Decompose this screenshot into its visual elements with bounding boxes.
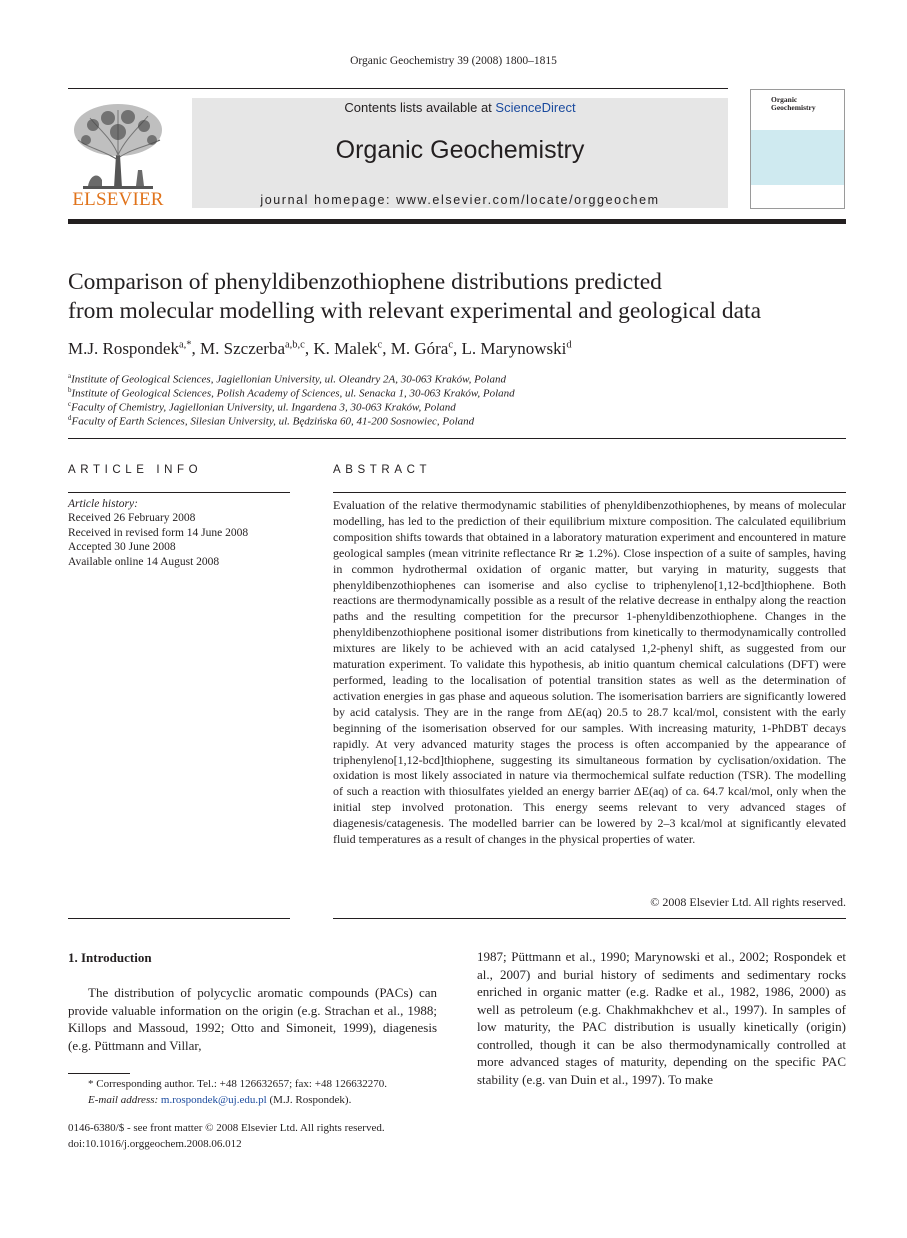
abstract-text: Evaluation of the relative thermodynamic stabilities of phenyldibenzothiophenes, by means of molecular modelling, has led to the prediction of their equilibrium mixture composition. The calculated equilibrium composition shifts towards that obtained in a laboratory maturation experiment and encountered in mature geological samples (mean vitrinite reflectance Rr ≳ 1.2%). Close inspection of a suite of samples, having in common hydrothermal oxidation of organic matter, but varying in maturity, suggests that phenyldibenzothiophenes can isomerise and also cyclise to triphenyleno[1,12-bcd]thiophene. Both reactions are thermodynamically possible as a result of the relative decrease in enthalpy along the reaction paths and the resulting competition for the precursor 1-phenyldibenzothiophene. Changes in the phenyldibenzothiophene positional isomer distributions from kinetically to thermodynamically controlled mixtures are likely to be achieved with an acid catalysed 1,2-phenyl shift, as suggested from our maturation experiment. To validate this hypothesis, ab initio quantum chemical calculations (DFT) were performed, leading to the localisation of potential transition states as well as the determination of activation energies in gas phase and aqueous solution. The isomerisation barriers are significantly lowered by acid catalysis. They are in the range from ΔE(aq) 20.5 to 28.7 kcal/mol, consistent with the early beginning of the isomerisation observed for our samples. With increasing maturity, 1-PhDBT decays rapidly. At very advanced maturity stages the process is often accompanied by the appearance of triphenyleno[1,12-bcd]thiophene, suggesting its simultaneous formation by cyclisation/oxidation. The oxidation is most likely associated in nature via thermochemical sulfate reduction (TSR). The modelling of such a reaction with thiosulfates yielded an energy barrier ΔE(aq) of ca. 64.7 kcal/mol, only when the initial step involved protonation. This energy seems relevant to very advanced stages of diagenesis/catagenesis. The modelled barrier can be lowered by 2–3 kcal/mol at significantly elevated fluid temperatures as a result of changes in the physical properties of water.	[333, 498, 846, 847]
contents-line	[192, 100, 728, 115]
author-affil-mark[interactable]: d	[566, 339, 572, 351]
author[interactable]: M.J. Rospondek	[68, 339, 179, 358]
author-affil-mark[interactable]: c	[377, 339, 383, 351]
revised-date: Received in revised form 14 June 2008	[68, 526, 249, 539]
author[interactable]: L. Marynowski	[461, 339, 567, 358]
affiliation-rule	[68, 438, 846, 439]
history-label: Article history:	[68, 498, 138, 510]
affiliation: $^d$Faculty of Earth Sciences, Silesian University, ul. Będzińska 60, 41-200 Sosnowiec, Poland	[68, 414, 475, 428]
affiliation: $^c$Faculty of Chemistry, Jagiellonian University, ul. Ingardena 3, 30-063 Kraków, Poland	[68, 400, 456, 414]
author-list: M.J. Rospondek$^{a,*}$, M. Szczerba$^{a,b,c}$, K. Malek$^c$, M. Góra$^c$, L. Marynowski$^d$	[68, 339, 572, 358]
contents-prefix: Contents lists available at	[344, 100, 496, 115]
journal-cover-thumbnail	[750, 89, 845, 209]
article-title	[68, 268, 868, 326]
received-date: Received 26 February 2008	[68, 512, 196, 525]
abstract-rule	[333, 492, 846, 493]
front-matter-notes	[68, 1121, 468, 1152]
issn-line: 0146-6380/$ - see front matter © 2008 Elsevier Ltd. All rights reserved.	[68, 1122, 385, 1134]
affiliation: $^b$Institute of Geological Sciences, Polish Academy of Sciences, ul. Senacka 1, 30-063 Kraków, Poland	[68, 386, 515, 400]
corresponding-author-footnote	[68, 1077, 437, 1108]
journal-homepage[interactable]: journal homepage: www.elsevier.com/locate/orggeochem	[260, 193, 660, 207]
footnote-rule	[68, 1073, 130, 1074]
affiliation: $^a$Institute of Geological Sciences, Jagiellonian University, ul. Oleandry 2A, 30-063 Kraków, Poland	[68, 372, 506, 386]
title-line-2: from molecular modelling with relevant experimental and geological data	[68, 298, 761, 324]
sciencedirect-link[interactable]: ScienceDirect	[495, 100, 576, 115]
body-column-left: The distribution of polycyclic aromatic compounds (PACs) can provide valuable information on the origin (e.g. Strachan et al., 1988; Killops and Massoud, 1992; Otto and Simoneit, 1999), diagenesis (e.g. Püttmann and Villar,	[68, 985, 437, 1053]
abstract-heading: ABSTRACT	[333, 464, 432, 476]
body-column-right: 1987; Püttmann et al., 1990; Marynowski et al., 2002; Rospondek et al., 2007) and burial history of sediments and sedimentary rocks enriched in organic matter (e.g. Radke et al., 1982, 1986, 2000) as well as petroleum (e.g. Chakhmakhchev et al., 1997). In samples of low maturity, the PAC distribution is usually kinetically (origin) controlled, though it can be also thermodynamically controlled at more advanced stages of maturity, depending on the specific PAC stability (e.g. van Duin et al., 1997). To make	[477, 949, 846, 1087]
author[interactable]: M. Szczerba	[200, 339, 285, 358]
author-affil-mark[interactable]: a,*	[178, 339, 192, 351]
title-line-1: Comparison of phenyldibenzothiophene distributions predicted	[68, 269, 662, 295]
online-date: Available online 14 August 2008	[68, 555, 220, 568]
email-suffix: (M.J. Rospondek).	[266, 1093, 352, 1106]
article-history	[68, 497, 298, 569]
cover-title: Organic Geochemistry	[771, 95, 816, 112]
masthead-bottom-rule	[68, 219, 846, 224]
abstract-bottom-rule	[333, 918, 846, 919]
email-link[interactable]: m.rospondek@uj.edu.pl	[160, 1093, 267, 1106]
author[interactable]: K. Malek	[313, 339, 378, 358]
section-heading-introduction: 1. Introduction	[68, 950, 152, 965]
journal-name: Organic Geochemistry	[335, 136, 585, 164]
article-info-bottom-rule	[68, 918, 290, 919]
journal-citation: Organic Geochemistry 39 (2008) 1800–1815	[350, 55, 557, 67]
publisher-wordmark: ELSEVIER	[72, 189, 164, 210]
author[interactable]: M. Góra	[390, 339, 449, 358]
copyright-notice: © 2008 Elsevier Ltd. All rights reserved.	[650, 895, 846, 909]
author-affil-mark[interactable]: a,b,c	[285, 339, 305, 351]
article-info-rule	[68, 492, 290, 493]
email-label: E-mail address:	[88, 1093, 161, 1106]
abstract-body	[333, 498, 846, 848]
article-info-heading: ARTICLE INFO	[68, 464, 203, 476]
top-rule	[68, 88, 728, 89]
author-affil-mark[interactable]: c	[448, 339, 453, 351]
corresponding-author: * Corresponding author. Tel.: +48 126632657; fax: +48 126632270.	[88, 1078, 387, 1090]
doi-line[interactable]: doi:10.1016/j.orggeochem.2008.06.012	[68, 1137, 242, 1150]
accepted-date: Accepted 30 June 2008	[68, 541, 176, 554]
